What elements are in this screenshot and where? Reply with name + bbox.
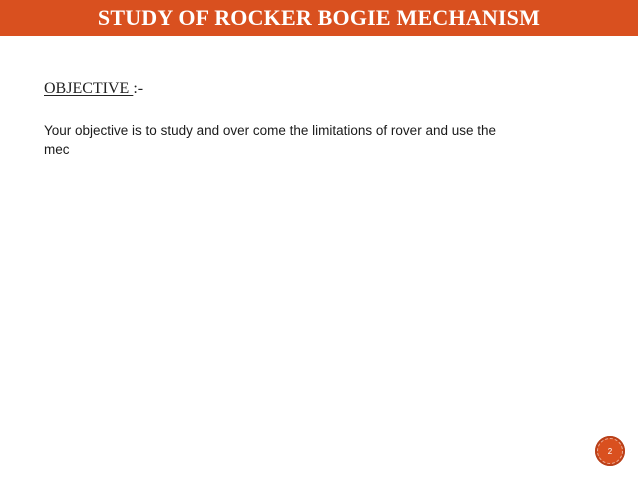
objective-heading-label: OBJECTIVE bbox=[44, 80, 134, 97]
slide-number-text: 2 bbox=[607, 446, 613, 456]
objective-heading-suffix: :- bbox=[133, 80, 144, 97]
title-bar bbox=[0, 0, 638, 36]
objective-heading bbox=[44, 80, 143, 98]
slide-number-badge bbox=[595, 436, 625, 466]
objective-body-text: Your objective is to study and over come the limitations of rover and use the mec bbox=[44, 123, 496, 157]
slide-title: STUDY OF ROCKER BOGIE MECHANISM bbox=[97, 5, 541, 30]
